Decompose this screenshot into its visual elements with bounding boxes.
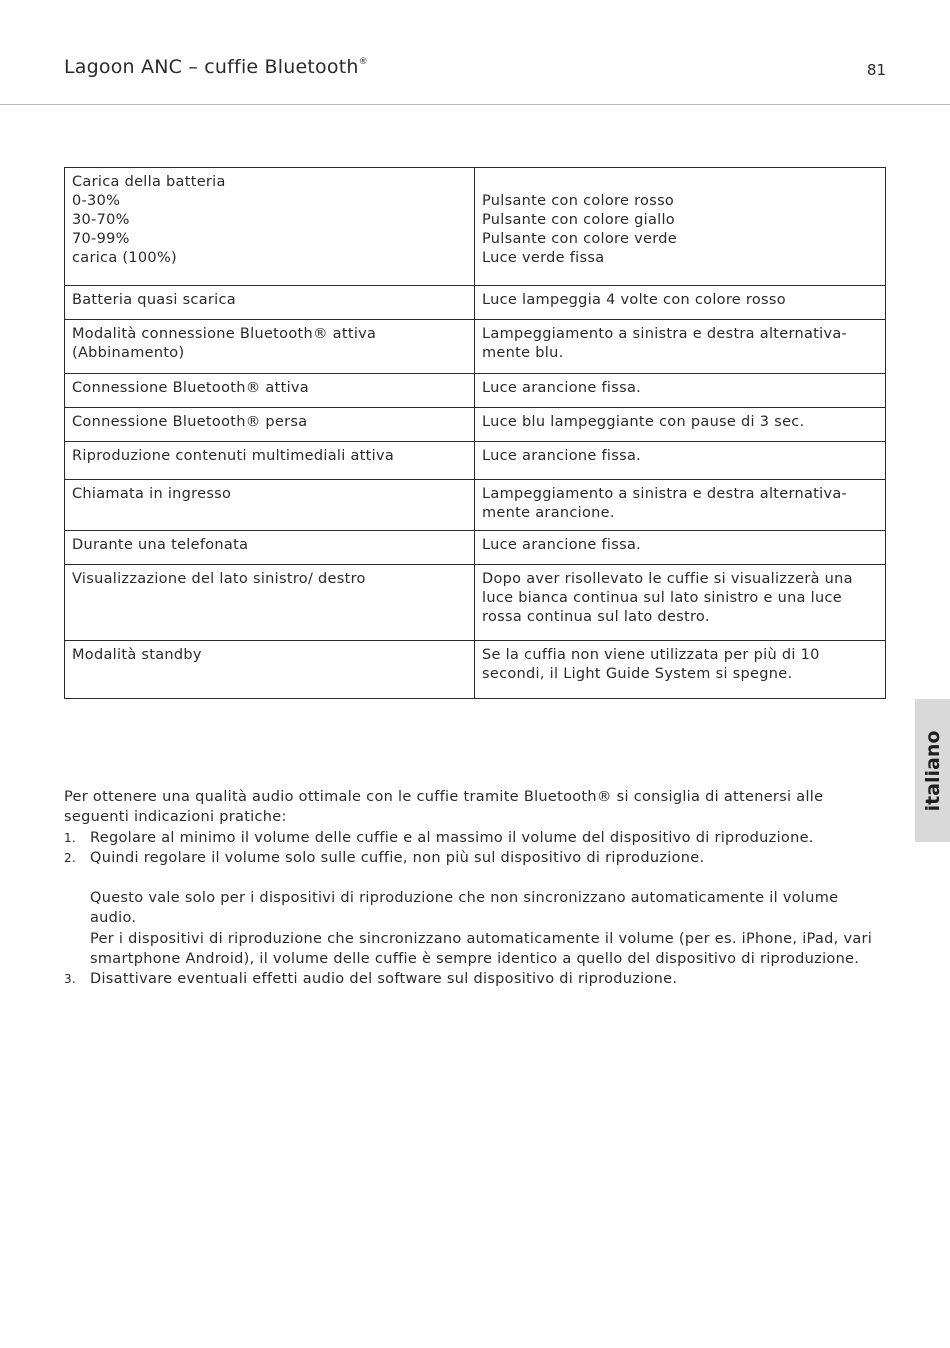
table-cell-indication: Luce blu lampeggiante con pause di 3 sec. <box>475 408 886 442</box>
page-number: 81 <box>866 61 886 79</box>
table-cell-indication: Luce arancione fissa. <box>475 531 886 565</box>
page-title <box>64 56 368 78</box>
table-cell-status: Visualizzazione del lato sinistro/ destro <box>65 565 475 641</box>
list-item-number: 1. <box>64 830 77 845</box>
language-tab-label: italiano <box>921 730 944 811</box>
list-item-text: Quindi regolare il volume solo sulle cuffie, non più sul dispositivo di riproduzione. <box>90 849 705 866</box>
table-cell-indication: Dopo aver risollevato le cuffie si visualizzerà una luce bianca continua sul lato sinistro e una luce rossa continua sul lato destro. <box>475 565 886 641</box>
table-row <box>65 531 886 565</box>
table-cell-status: Modalità standby <box>65 641 475 699</box>
table-cell-indication: Luce arancione fissa. <box>475 442 886 480</box>
registered-mark: ® <box>358 57 368 67</box>
table-row <box>65 168 886 286</box>
table-row <box>65 565 886 641</box>
table-cell-status: Riproduzione contenuti multimediali attiva <box>65 442 475 480</box>
page-title-text: Lagoon ANC – cuffie Bluetooth <box>64 56 359 78</box>
table-cell-indication: Se la cuffia non viene utilizzata per più di 10 secondi, il Light Guide System si spegne. <box>475 641 886 699</box>
table-cell-indication: Lampeggiamento a sinistra e destra alternativa- mente arancione. <box>475 480 886 531</box>
table-cell-status: Batteria quasi scarica <box>65 286 475 320</box>
header-divider <box>0 104 950 105</box>
table-cell-indication: Pulsante con colore rosso Pulsante con colore giallo Pulsante con colore verde Luce verde fissa <box>475 168 886 286</box>
list-item-text: Regolare al minimo il volume delle cuffie e al massimo il volume del dispositivo di riproduzione. <box>90 829 814 846</box>
tips-list <box>64 828 886 990</box>
table-row <box>65 641 886 699</box>
table-cell-status: Durante una telefonata <box>65 531 475 565</box>
list-item <box>64 828 886 848</box>
table-cell-indication: Luce lampeggia 4 volte con colore rosso <box>475 286 886 320</box>
list-item-number: 2. <box>64 850 77 865</box>
list-item-number: 3. <box>64 972 77 987</box>
language-tab <box>915 699 950 842</box>
table-row <box>65 286 886 320</box>
list-item-text: Disattivare eventuali effetti audio del software sul dispositivo di riproduzione. <box>90 971 678 988</box>
table-row <box>65 408 886 442</box>
list-item-note: Per i dispositivi di riproduzione che sincronizzano automaticamente il volume (per es. iPhone, iPad, vari smartphone Android), il volume delle cuffie è sempre identico a quello del dispositivo di riproduzione. <box>90 930 873 968</box>
table-cell-status: Carica della batteria 0-30% 30-70% 70-99% carica (100%) <box>65 168 475 286</box>
tips-intro: Per ottenere una qualità audio ottimale con le cuffie tramite Bluetooth® si consiglia di attenersi alle seguenti indicazioni pratiche: <box>64 789 824 826</box>
list-item-note: Questo vale solo per i dispositivi di riproduzione che non sincronizzano automaticamente il volume audio. <box>90 890 839 927</box>
table-cell-indication: Luce arancione fissa. <box>475 374 886 408</box>
list-item <box>64 969 886 989</box>
audio-tips-section <box>64 787 886 990</box>
led-status-table <box>64 167 886 699</box>
table-cell-status: Modalità connessione Bluetooth® attiva (Abbinamento) <box>65 320 475 374</box>
table-cell-indication: Lampeggiamento a sinistra e destra alternativa- mente blu. <box>475 320 886 374</box>
list-item <box>64 848 886 969</box>
table-cell-status: Connessione Bluetooth® persa <box>65 408 475 442</box>
table-cell-status: Connessione Bluetooth® attiva <box>65 374 475 408</box>
table-row <box>65 442 886 480</box>
table-row <box>65 320 886 374</box>
table-row <box>65 480 886 531</box>
table-cell-status: Chiamata in ingresso <box>65 480 475 531</box>
table-row <box>65 374 886 408</box>
